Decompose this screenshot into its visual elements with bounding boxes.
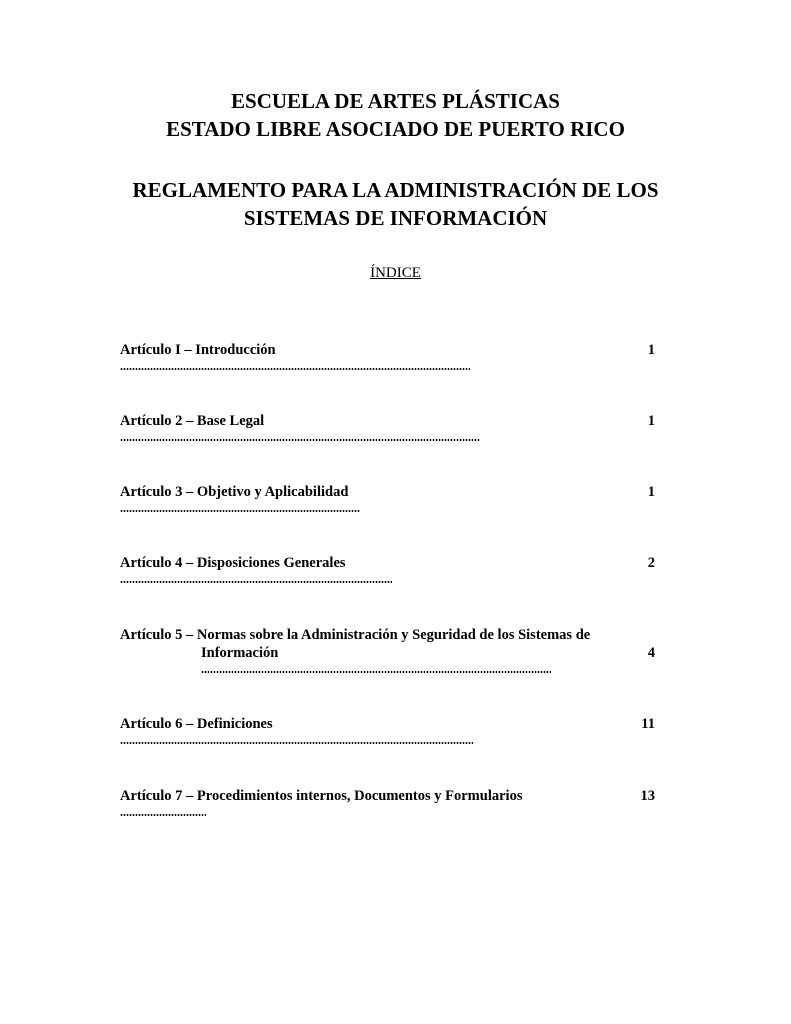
- toc-entry-6-leader: [120, 742, 473, 744]
- toc-entry-5-title-continued[interactable]: Información: [201, 645, 279, 661]
- document-title-line2: SISTEMAS DE INFORMACIÓN: [243, 206, 548, 230]
- toc-entry-7-page: 13: [640, 788, 655, 804]
- toc-entry-1-page: 1: [647, 342, 655, 358]
- toc-entry-6-title[interactable]: Artículo 6 – Definiciones: [120, 716, 273, 732]
- index-heading: ÍNDICE: [370, 265, 421, 281]
- government-name: ESTADO LIBRE ASOCIADO DE PUERTO RICO: [166, 117, 625, 141]
- toc-entry-3-page: 1: [647, 484, 655, 500]
- toc-entry-2-page: 1: [647, 413, 655, 429]
- toc-entry-5-page: 4: [647, 645, 655, 661]
- school-name: ESCUELA DE ARTES PLÁSTICAS: [231, 89, 560, 113]
- toc-entry-4-leader: [120, 581, 392, 583]
- toc-entry-5-leader: [201, 671, 551, 673]
- toc-entry-1-leader: [120, 368, 470, 370]
- toc-entry-3-leader: [120, 510, 360, 512]
- toc-entry-2-leader: [120, 439, 480, 441]
- toc-entry-5-title[interactable]: Artículo 5 – Normas sobre la Administración y Seguridad de los Sistemas de: [120, 627, 591, 643]
- toc-entry-6-page: 11: [641, 716, 655, 732]
- document-title-line1: REGLAMENTO PARA LA ADMINISTRACIÓN DE LOS: [132, 178, 659, 202]
- toc-entry-4-page: 2: [647, 555, 655, 571]
- toc-entry-1-title[interactable]: Artículo I – Introducción: [120, 342, 276, 358]
- toc-entry-4-title[interactable]: Artículo 4 – Disposiciones Generales: [120, 555, 346, 571]
- toc-entry-7-leader: [120, 814, 206, 816]
- toc-entry-7-title[interactable]: Artículo 7 – Procedimientos internos, Documentos y Formularios: [120, 788, 523, 804]
- toc-entry-3-title[interactable]: Artículo 3 – Objetivo y Aplicabilidad: [120, 484, 349, 500]
- toc-entry-2-title[interactable]: Artículo 2 – Base Legal: [120, 413, 265, 429]
